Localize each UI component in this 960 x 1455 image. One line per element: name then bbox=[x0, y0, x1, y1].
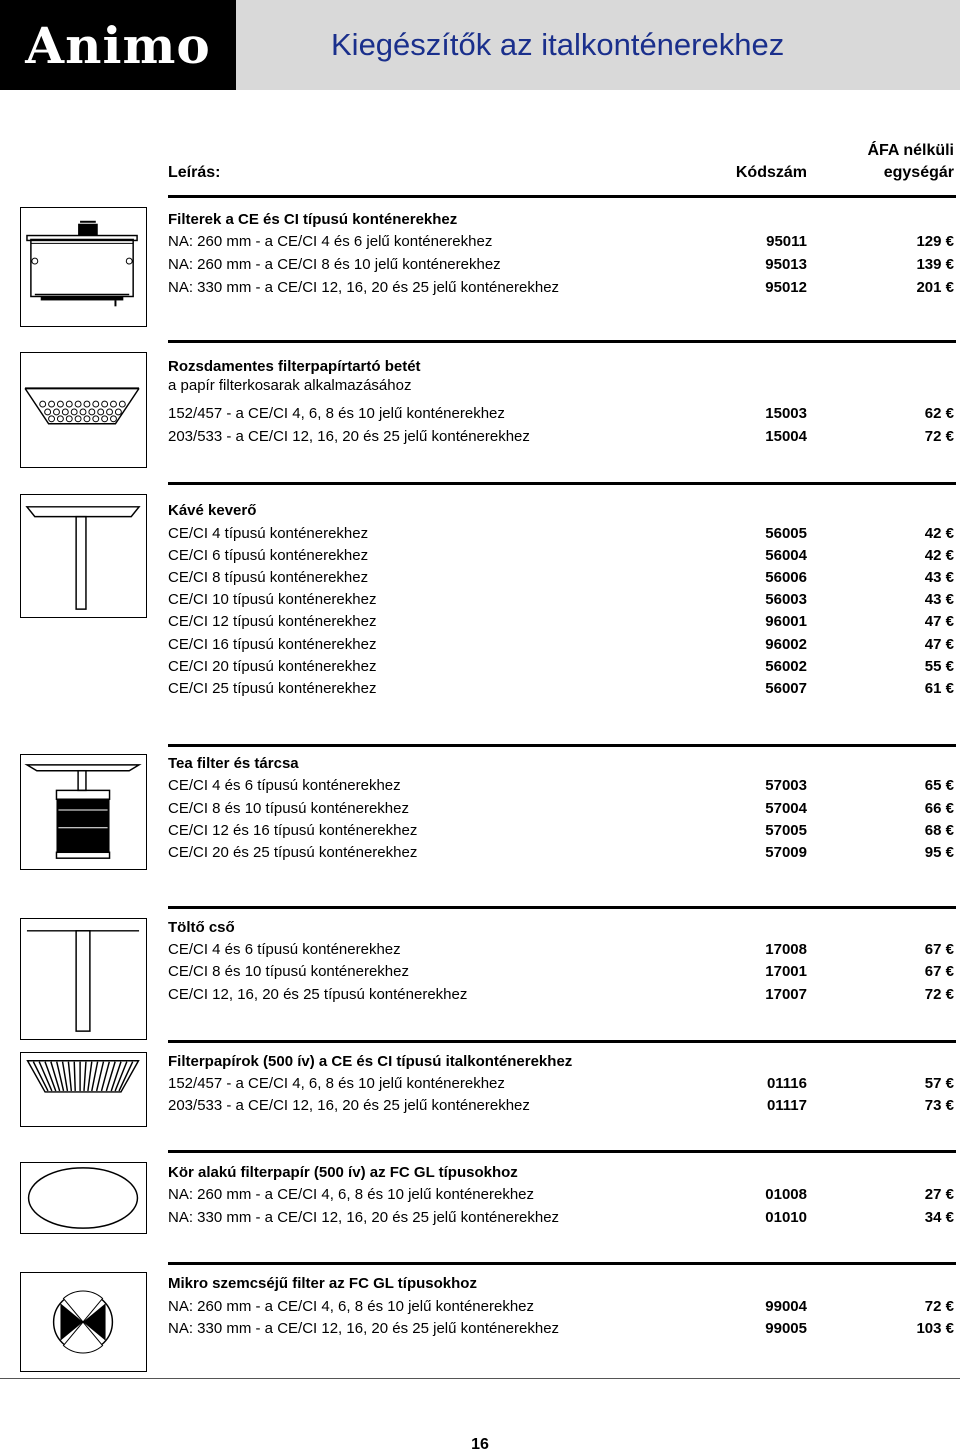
section-title: Filterpapírok (500 ív) a CE és CI típusú italkonténerekhez bbox=[168, 1053, 573, 1070]
row-description: 203/533 - a CE/CI 12, 16, 20 és 25 jelű konténerekhez bbox=[168, 428, 530, 445]
row-price: 66 € bbox=[924, 800, 954, 817]
row-description: NA: 260 mm - a CE/CI 4 és 6 jelű konténerekhez bbox=[168, 233, 493, 250]
euro-icon: € bbox=[945, 613, 954, 630]
table-row bbox=[168, 939, 956, 961]
euro-icon: € bbox=[945, 1097, 954, 1114]
row-description: CE/CI 12 és 16 típusú konténerekhez bbox=[168, 822, 418, 839]
row-code: 56003 bbox=[765, 591, 807, 608]
row-code: 57009 bbox=[765, 844, 807, 861]
round-filter-paper-icon bbox=[21, 1163, 146, 1233]
euro-icon: € bbox=[945, 636, 954, 653]
section-title: Töltő cső bbox=[168, 919, 235, 936]
row-price: 43 € bbox=[924, 591, 954, 608]
row-price: 73 € bbox=[924, 1097, 954, 1114]
filter-container-drawing bbox=[20, 207, 147, 327]
row-price: 57 € bbox=[924, 1075, 954, 1092]
row-price: 67 € bbox=[924, 963, 954, 980]
footer-divider bbox=[0, 1378, 960, 1379]
table-row bbox=[168, 1184, 956, 1206]
row-code: 17007 bbox=[765, 986, 807, 1003]
row-code: 96001 bbox=[765, 613, 807, 630]
perforated-basket-drawing bbox=[20, 352, 147, 468]
row-price: 68 € bbox=[924, 822, 954, 839]
row-description: NA: 330 mm - a CE/CI 12, 16, 20 és 25 jelű konténerekhez bbox=[168, 279, 560, 296]
euro-icon: € bbox=[945, 256, 954, 273]
row-price: 27 € bbox=[924, 1186, 954, 1203]
row-price: 43 € bbox=[924, 569, 954, 586]
table-row bbox=[168, 611, 956, 633]
table-row bbox=[168, 523, 956, 545]
row-description: NA: 260 mm - a CE/CI 8 és 10 jelű konténerekhez bbox=[168, 256, 501, 273]
euro-icon: € bbox=[945, 1320, 954, 1337]
euro-icon: € bbox=[945, 777, 954, 794]
section-divider bbox=[168, 482, 956, 485]
row-price: 34 € bbox=[924, 1209, 954, 1226]
paper-filter-basket-drawing bbox=[20, 1052, 147, 1127]
round-filter-paper-drawing bbox=[20, 1162, 147, 1234]
euro-icon: € bbox=[945, 279, 954, 296]
row-description: 203/533 - a CE/CI 12, 16, 20 és 25 jelű konténerekhez bbox=[168, 1097, 530, 1114]
tea-filter-icon bbox=[21, 755, 146, 869]
row-code: 95011 bbox=[766, 233, 807, 250]
euro-icon: € bbox=[945, 963, 954, 980]
table-row bbox=[168, 589, 956, 611]
table-row bbox=[168, 678, 956, 700]
section-title: Tea filter és tárcsa bbox=[168, 755, 299, 772]
euro-icon: € bbox=[945, 822, 954, 839]
row-code: 95012 bbox=[765, 279, 807, 296]
coffee-stirrer-drawing bbox=[20, 494, 147, 618]
page-title: Kiegészítők az italkonténerekhez bbox=[331, 27, 785, 62]
row-code: 56004 bbox=[765, 547, 807, 564]
row-code: 15004 bbox=[765, 428, 807, 445]
row-description: CE/CI 12, 16, 20 és 25 típusú konténerekhez bbox=[168, 986, 468, 1003]
row-code: 99004 bbox=[765, 1298, 807, 1315]
table-row bbox=[168, 277, 956, 299]
row-description: CE/CI 25 típusú konténerekhez bbox=[168, 680, 377, 697]
row-price: 62 € bbox=[924, 405, 954, 422]
row-code: 01117 bbox=[766, 1097, 807, 1114]
section-divider bbox=[168, 906, 956, 909]
row-price: 42 € bbox=[924, 547, 954, 564]
paper-filter-basket-icon bbox=[21, 1053, 146, 1126]
table-row bbox=[168, 1318, 956, 1340]
table-row bbox=[168, 842, 956, 864]
row-code: 56007 bbox=[765, 680, 807, 697]
row-description: CE/CI 4 és 6 típusú konténerekhez bbox=[168, 941, 401, 958]
euro-icon: € bbox=[945, 1186, 954, 1203]
row-description: CE/CI 4 és 6 típusú konténerekhez bbox=[168, 777, 401, 794]
row-code: 17008 bbox=[765, 941, 807, 958]
row-price: 72 € bbox=[924, 428, 954, 445]
table-row bbox=[168, 984, 956, 1006]
row-code: 17001 bbox=[765, 963, 807, 980]
row-price: 103 € bbox=[916, 1320, 954, 1337]
micro-filter-disc-drawing bbox=[20, 1272, 147, 1372]
row-code: 56006 bbox=[765, 569, 807, 586]
row-price: 139 € bbox=[916, 256, 954, 273]
coffee-stirrer-icon bbox=[21, 495, 146, 617]
row-description: CE/CI 10 típusú konténerekhez bbox=[168, 591, 377, 608]
row-description: CE/CI 8 és 10 típusú konténerekhez bbox=[168, 963, 409, 980]
row-code: 01010 bbox=[765, 1209, 807, 1226]
row-description: CE/CI 20 típusú konténerekhez bbox=[168, 658, 377, 675]
euro-icon: € bbox=[945, 591, 954, 608]
table-row bbox=[168, 1296, 956, 1318]
row-code: 57004 bbox=[765, 800, 807, 817]
row-description: CE/CI 16 típusú konténerekhez bbox=[168, 636, 377, 653]
euro-icon: € bbox=[945, 233, 954, 250]
row-code: 56005 bbox=[765, 525, 807, 542]
row-description: NA: 260 mm - a CE/CI 4, 6, 8 és 10 jelű konténerekhez bbox=[168, 1298, 535, 1315]
euro-icon: € bbox=[945, 525, 954, 542]
perforated-basket-icon bbox=[21, 353, 146, 467]
column-header-price bbox=[820, 140, 954, 184]
section-title: Mikro szemcséjű filter az FC GL típusokhoz bbox=[168, 1275, 477, 1292]
table-row bbox=[168, 403, 956, 425]
section-divider bbox=[168, 1150, 956, 1153]
table-row bbox=[168, 567, 956, 589]
section-title: Kör alakú filterpapír (500 ív) az FC GL típusokhoz bbox=[168, 1164, 518, 1181]
table-row bbox=[168, 254, 956, 276]
tea-filter-drawing bbox=[20, 754, 147, 870]
row-code: 01116 bbox=[766, 1075, 807, 1092]
section-divider bbox=[168, 1262, 956, 1265]
row-price: 55 € bbox=[924, 658, 954, 675]
euro-icon: € bbox=[945, 941, 954, 958]
table-row bbox=[168, 634, 956, 656]
row-code: 57003 bbox=[765, 777, 807, 794]
table-row bbox=[168, 775, 956, 797]
row-description: CE/CI 8 típusú konténerekhez bbox=[168, 569, 369, 586]
row-price: 42 € bbox=[924, 525, 954, 542]
column-header-description: Leírás: bbox=[168, 164, 221, 181]
row-description: 152/457 - a CE/CI 4, 6, 8 és 10 jelű konténerekhez bbox=[168, 405, 505, 422]
row-code: 99005 bbox=[765, 1320, 807, 1337]
row-price: 67 € bbox=[924, 941, 954, 958]
row-price: 47 € bbox=[924, 613, 954, 630]
table-row bbox=[168, 656, 956, 678]
row-description: NA: 260 mm - a CE/CI 4, 6, 8 és 10 jelű konténerekhez bbox=[168, 1186, 535, 1203]
table-row bbox=[168, 798, 956, 820]
column-header-price-line2: egységár bbox=[883, 164, 954, 181]
page-header bbox=[0, 0, 960, 90]
row-price: 95 € bbox=[924, 844, 954, 861]
section-title: Kávé keverő bbox=[168, 502, 257, 519]
row-description: CE/CI 6 típusú konténerekhez bbox=[168, 547, 369, 564]
row-code: 96002 bbox=[765, 636, 807, 653]
euro-icon: € bbox=[945, 844, 954, 861]
euro-icon: € bbox=[945, 405, 954, 422]
column-header-code: Kódszám bbox=[735, 164, 807, 181]
table-row bbox=[168, 820, 956, 842]
euro-icon: € bbox=[945, 547, 954, 564]
euro-icon: € bbox=[945, 428, 954, 445]
section-divider bbox=[168, 1040, 956, 1043]
brand-logo-text: Animo bbox=[25, 15, 211, 75]
row-description: NA: 330 mm - a CE/CI 12, 16, 20 és 25 jelű konténerekhez bbox=[168, 1209, 560, 1226]
euro-icon: € bbox=[945, 800, 954, 817]
row-description: CE/CI 20 és 25 típusú konténerekhez bbox=[168, 844, 418, 861]
table-row bbox=[168, 545, 956, 567]
section-divider bbox=[168, 744, 956, 747]
row-code: 57005 bbox=[765, 822, 807, 839]
euro-icon: € bbox=[945, 569, 954, 586]
page-number: 16 bbox=[471, 1436, 489, 1453]
section-title: Rozsdamentes filterpapírtartó betét bbox=[168, 358, 421, 375]
row-description: CE/CI 8 és 10 típusú konténerekhez bbox=[168, 800, 409, 817]
row-description: NA: 330 mm - a CE/CI 12, 16, 20 és 25 jelű konténerekhez bbox=[168, 1320, 560, 1337]
table-row bbox=[168, 231, 956, 253]
row-code: 15003 bbox=[765, 405, 807, 422]
row-price: 47 € bbox=[924, 636, 954, 653]
brand-logo bbox=[0, 0, 236, 90]
filling-tube-icon bbox=[21, 919, 146, 1039]
section-title: Filterek a CE és CI típusú konténerekhez bbox=[168, 211, 458, 228]
filling-tube-drawing bbox=[20, 918, 147, 1040]
euro-icon: € bbox=[945, 1209, 954, 1226]
micro-filter-disc-icon bbox=[21, 1273, 146, 1371]
row-price: 72 € bbox=[924, 986, 954, 1003]
row-code: 95013 bbox=[765, 256, 807, 273]
euro-icon: € bbox=[945, 1075, 954, 1092]
table-row bbox=[168, 1095, 956, 1117]
euro-icon: € bbox=[945, 680, 954, 697]
table-row bbox=[168, 426, 956, 448]
row-code: 01008 bbox=[765, 1186, 807, 1203]
row-price: 72 € bbox=[924, 1298, 954, 1315]
table-row bbox=[168, 1073, 956, 1095]
section-divider bbox=[168, 340, 956, 343]
row-price: 201 € bbox=[916, 279, 954, 296]
row-description: CE/CI 12 típusú konténerekhez bbox=[168, 613, 377, 630]
row-description: CE/CI 4 típusú konténerekhez bbox=[168, 525, 369, 542]
table-row bbox=[168, 1207, 956, 1229]
column-header-price-line1: ÁFA nélküli bbox=[867, 142, 954, 159]
euro-icon: € bbox=[945, 658, 954, 675]
euro-icon: € bbox=[945, 1298, 954, 1315]
row-price: 65 € bbox=[924, 777, 954, 794]
table-row bbox=[168, 961, 956, 983]
filter-container-icon bbox=[21, 208, 146, 326]
row-code: 56002 bbox=[765, 658, 807, 675]
section-subtitle: a papír filterkosarak alkalmazásához bbox=[168, 377, 412, 394]
row-description: 152/457 - a CE/CI 4, 6, 8 és 10 jelű konténerekhez bbox=[168, 1075, 505, 1092]
row-price: 129 € bbox=[916, 233, 954, 250]
row-price: 61 € bbox=[924, 680, 954, 697]
euro-icon: € bbox=[945, 986, 954, 1003]
section-divider bbox=[168, 195, 956, 198]
